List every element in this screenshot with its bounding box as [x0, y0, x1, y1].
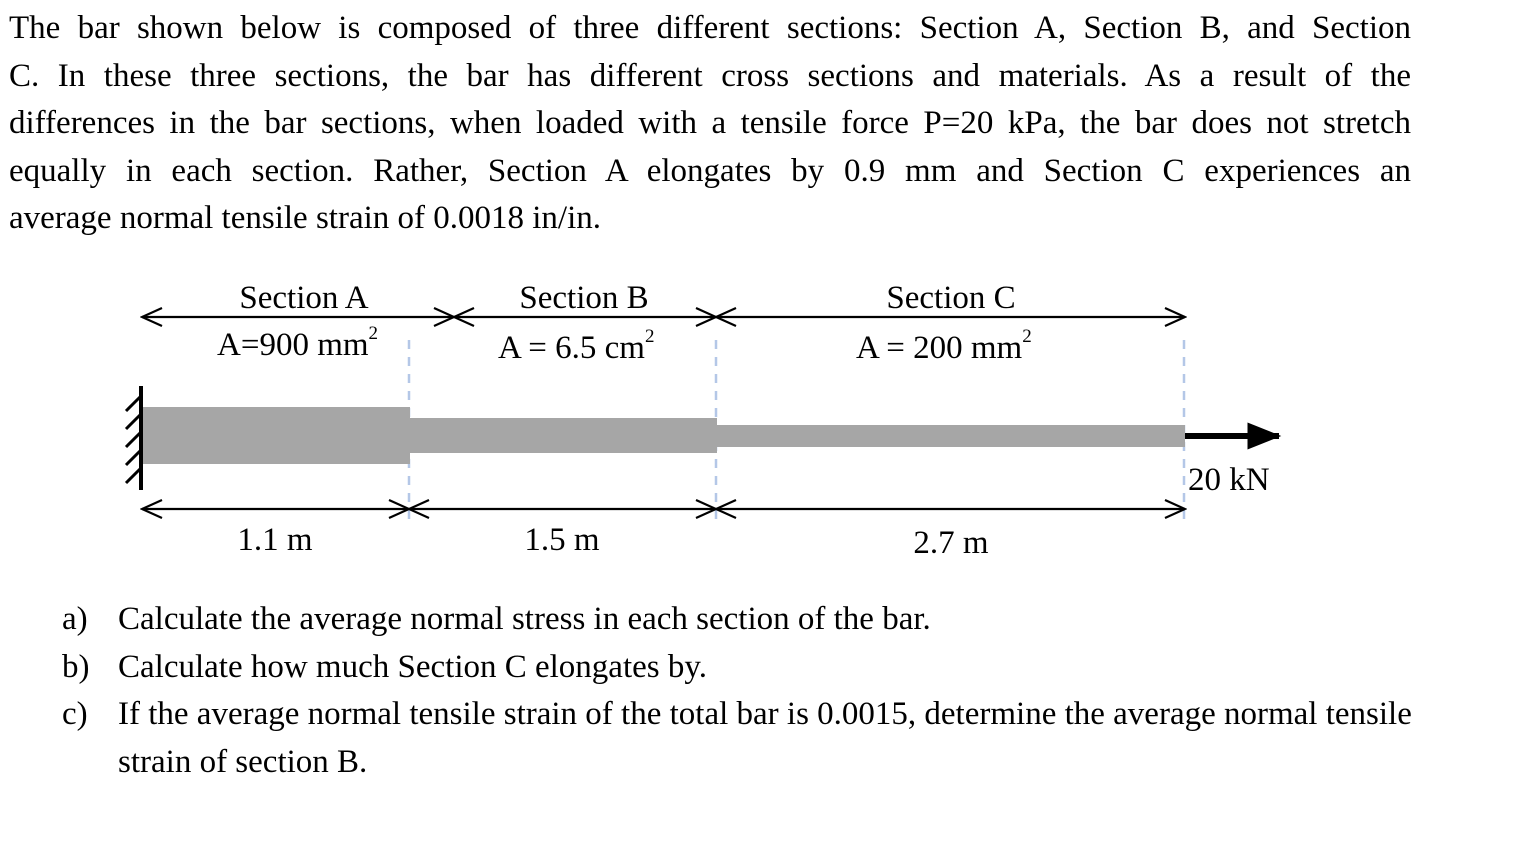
- question-text: If the average normal tensile strain of the total bar is 0.0015, determine the average normal tensile strain of section B.: [118, 696, 1412, 780]
- section-c-title: Section C: [886, 280, 1016, 316]
- section-a-area: [217, 323, 378, 363]
- section-b-area: [498, 326, 654, 366]
- fixed-wall-support: [126, 386, 141, 490]
- section-a-title: Section A: [239, 280, 369, 316]
- question-text: Calculate the average normal stress in each section of the bar.: [118, 601, 931, 637]
- bar-section-b: [409, 418, 717, 453]
- question-text: Calculate how much Section C elongates by.: [118, 648, 707, 685]
- section-a-area-value: A=900 mm: [217, 327, 369, 363]
- question-item: [62, 644, 1422, 692]
- section-c-area-value: A = 200 mm: [856, 330, 1023, 366]
- wall-hatching: [126, 396, 141, 483]
- problem-line: equally in each section. Rather, Section A elongates by 0.9 mm and Section C experiences an: [9, 152, 1411, 189]
- problem-line: differences in the bar sections, when loaded with a tensile force P=20 kPa, the bar does not stretch: [9, 105, 1411, 141]
- question-marker: a): [62, 601, 88, 637]
- question-item: [62, 691, 1422, 786]
- section-b-area-exponent: 2: [644, 326, 655, 347]
- question-list: [62, 596, 1422, 786]
- question-marker: c): [62, 696, 88, 732]
- section-c-length: 2.7 m: [913, 525, 989, 561]
- problem-line: C. In these three sections, the bar has different cross sections and materials. As a result of the: [9, 57, 1411, 94]
- question-marker: b): [62, 648, 90, 685]
- section-a-length: 1.1 m: [237, 522, 313, 558]
- section-a-area-exponent: 2: [368, 323, 379, 344]
- section-b-area-value: A = 6.5 cm: [498, 330, 645, 366]
- load-label: 20 kN: [1188, 462, 1270, 498]
- question-item: [62, 596, 1422, 644]
- section-b-length: 1.5 m: [524, 522, 600, 558]
- section-c-area-exponent: 2: [1022, 326, 1032, 347]
- section-c-area: [856, 326, 1032, 366]
- bar-section-a: [143, 407, 410, 464]
- problem-line: average normal tensile strain of 0.0018 in/in.: [9, 200, 602, 236]
- section-b-title: Section B: [519, 280, 649, 316]
- problem-line: The bar shown below is composed of three different sections: Section A, Section B, and Section: [9, 10, 1411, 46]
- bar-section-c: [716, 425, 1185, 447]
